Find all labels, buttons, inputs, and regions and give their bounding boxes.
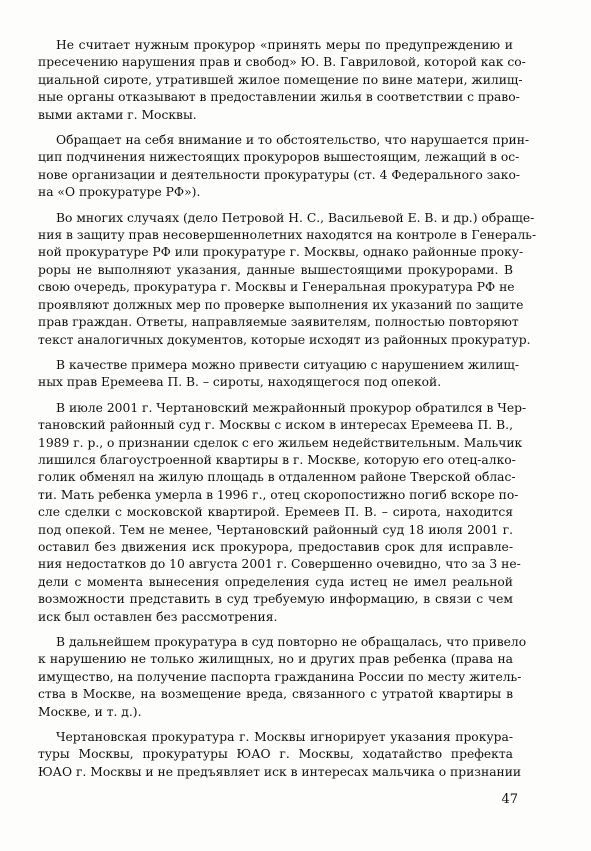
- text-line: дели с момента вынесения определения суда истец не имел реальной: [38, 574, 513, 589]
- text-line: пресечению нарушения прав и свобод» Ю. В. Гавриловой, которой как со-: [38, 55, 526, 70]
- text-line: В июле 2001 г. Чертановский межрайонный прокурор обратился в Чер-: [56, 400, 527, 415]
- text-line: ных прав Еремеева П. В. – сироты, находящегося под опекой.: [38, 375, 442, 390]
- text-line: циальной сироте, утратившей жилое помещение по вине матери, жилищ-: [38, 72, 523, 87]
- text-line: на «О прокуратуре РФ»).: [38, 185, 201, 200]
- text-line: свою очередь, прокуратура г. Москвы и Генеральная прокуратура РФ не: [38, 280, 515, 295]
- text-line: ные органы отказывают в предоставлении жилья в соответствии с право-: [38, 90, 520, 105]
- text-line: ной прокуратуре РФ или прокуратуре г. Москвы, однако районные проку-: [38, 245, 524, 260]
- text-line: имущество, на получение паспорта гражданина России по месту житель-: [38, 669, 522, 684]
- paragraph-4: [38, 357, 519, 392]
- text-line: нове организации и деятельности прокуратуры (ст. 4 Федерального зако-: [38, 167, 521, 182]
- text-line: голик обменял на жилую площадь в отдаленном районе Тверской облас-: [38, 470, 516, 485]
- body-text: [38, 37, 537, 789]
- page-number: 47: [501, 792, 518, 807]
- text-line: 1989 г. р., о признании сделок с его жильем недействительным. Мальчик: [38, 435, 523, 450]
- text-line: текст аналогичных документов, которые исходят из районных прокуратур.: [38, 332, 531, 347]
- text-line: туры Москвы, прокуратуры ЮАО г. Москвы, ходатайство префекта: [38, 747, 513, 762]
- text-line: сле сделки с московской квартирой. Еремеев П. В. – сирота, находится: [38, 505, 513, 520]
- paragraph-5: [38, 400, 527, 626]
- text-line: проявляют должных мер по проверке выполнения их указаний по защите: [38, 297, 524, 312]
- text-line: Во многих случаях (дело Петровой Н. С., Васильевой Е. В. и др.) обраще-: [56, 210, 535, 225]
- text-line: роры не выполняют указания, данные вышестоящими прокурорами. В: [38, 262, 513, 277]
- text-line: ЮАО г. Москвы и не предъявляет иск в интересах мальчика о признании: [38, 764, 522, 779]
- text-line: тановский районный суд г. Москвы с иском в интересах Еремеева П. В.,: [38, 418, 513, 433]
- text-line: лишился благоустроенной квартиры в г. Москве, которую его отец-алко-: [38, 452, 516, 467]
- text-line: прав граждан. Ответы, направляемые заявителям, полностью повторяют: [38, 315, 519, 330]
- paragraph-2: [38, 132, 530, 202]
- text-line: выми актами г. Москвы.: [38, 107, 197, 122]
- paragraph-6: [38, 634, 527, 721]
- text-line: иск был оставлен без рассмотрения.: [38, 609, 278, 624]
- text-line: В дальнейшем прокуратура в суд повторно не обращалась, что привело: [56, 635, 527, 649]
- text-line: ния недостатков до 10 августа 2001 г. Совершенно очевидно, что за 3 не-: [38, 557, 521, 572]
- text-line: ния в защиту прав несовершеннолетних находятся на контроле в Генераль-: [38, 228, 537, 243]
- text-line: ства в Москве, на возмещение вреда, связанного с утратой квартиры в: [38, 687, 513, 702]
- paragraph-1: [38, 37, 526, 124]
- text-line: возможности представить в суд требуемую информацию, в связи с чем: [38, 592, 513, 607]
- text-line: цип подчинения нижестоящих прокуроров вышестоящим, лежащий в ос-: [38, 150, 520, 165]
- text-line: под опекой. Тем не менее, Чертановский районный суд 18 июля 2001 г.: [38, 522, 513, 537]
- paragraph-7: [38, 729, 522, 781]
- text-line: Москве, и т. д.).: [38, 704, 142, 719]
- text-line: Не считает нужным прокурор «принять меры по предупреждению и: [56, 38, 513, 52]
- text-line: Обращает на себя внимание и то обстоятельство, что нарушается прин-: [56, 133, 530, 148]
- text-line: к нарушению не только жилищных, но и других прав ребенка (права на: [38, 652, 513, 667]
- paragraph-3: [38, 210, 537, 349]
- text-line: оставил без движения иск прокурора, предоставив срок для исправле-: [38, 539, 513, 554]
- text-line: В качестве примера можно привести ситуацию с нарушением жилищ-: [56, 357, 519, 372]
- text-line: ти. Мать ребенка умерла в 1996 г., отец скоропостижно погиб вскоре по-: [38, 487, 519, 502]
- text-line: Чертановская прокуратура г. Москвы игнорирует указания прокура-: [56, 730, 513, 745]
